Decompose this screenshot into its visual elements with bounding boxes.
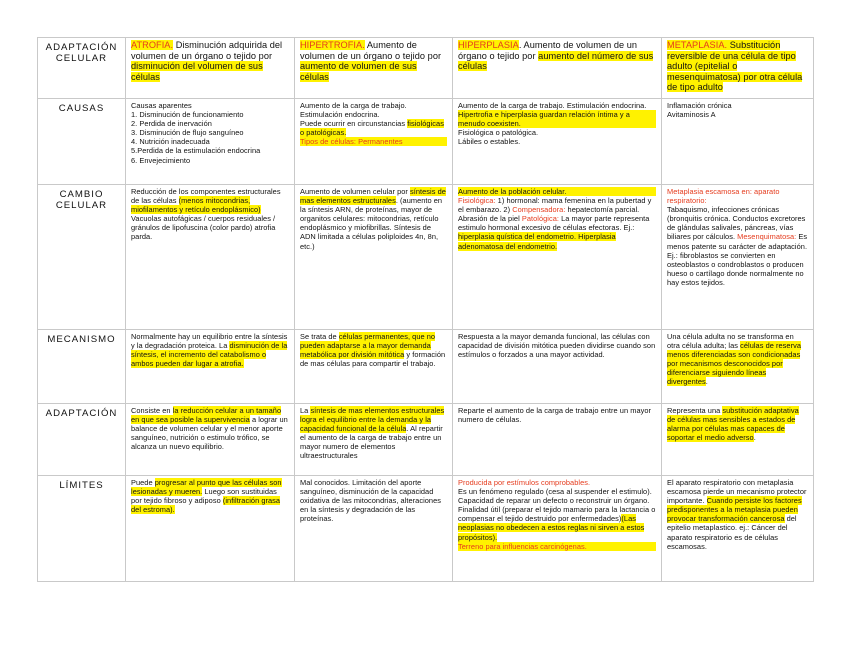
- comparison-sheet: [37, 37, 814, 582]
- text-segment: Es menos patente su carácter de adaptación. Ej.: fibroblastos se convierten en osteoblastos o condroblastos o producen hueso o cartílago donde normalmente no hay estos tejidos.: [667, 232, 808, 287]
- cell-hipertrofia: [295, 99, 453, 185]
- text-segment: hepatectomía parcial. Abrasión de la piel: [458, 205, 640, 224]
- cell-hipertrofia: [295, 38, 453, 99]
- cell-metaplasia: [662, 330, 814, 404]
- text-segment: substitución adaptativa de células mas sensibles a estados de alarma por células mas capaces de soportar el medio adverso: [667, 406, 799, 443]
- text-segment: Fisiológica:: [458, 196, 496, 206]
- text-segment: 2. Perdida de inervación: [131, 119, 212, 129]
- cell-atrofia: [126, 38, 295, 99]
- text-segment: (infiltración grasa del estroma).: [131, 496, 281, 515]
- text-segment: Disminución adquirida del volumen de un órgano o tejido por: [131, 40, 283, 61]
- text-segment: la reducción celular a un tamaño en que sea posible la supervivencia: [131, 406, 282, 425]
- text-segment: METAPLASIA.: [667, 40, 728, 50]
- cell-hipertrofia: [295, 476, 453, 582]
- cell-hiperplasia: [453, 330, 662, 404]
- text-segment: .: [705, 377, 708, 387]
- text-segment: (menos mitocondrias, miofilamentos y retículo endoplásmico): [131, 196, 261, 215]
- text-segment: Puede: [131, 478, 155, 487]
- text-segment: 3. Disminución de flujo sanguíneo: [131, 128, 244, 138]
- row-header: MECANISMO: [38, 330, 126, 404]
- text-segment: células permanentes, que no pueden adaptarse a la mayor demanda metabólica por división mitótica: [300, 332, 436, 360]
- text-segment: 5.Perdida de la estimulación endocrina: [131, 146, 261, 156]
- text-segment: Compensadora:: [512, 205, 566, 215]
- text-segment: células de reserva menos diferenciadas son condicionadas por mecanismos desconocidos por diferenciarse siguiendo líneas divergentes: [667, 341, 801, 387]
- cell-atrofia: [126, 404, 295, 476]
- text-segment: Aumento de volumen de un órgano o tejido por: [300, 40, 442, 61]
- text-segment: HIPERTROFIA.: [300, 40, 365, 50]
- text-segment: hiperplasia quística del endometrio. Hiperplasia adenomatosa del endometrio.: [458, 232, 616, 251]
- text-segment: Producida por estímulos comprobables.: [458, 478, 591, 487]
- text-segment: Reparte el aumento de la carga de trabajo entre un mayor numero de células.: [458, 406, 652, 425]
- cell-adaptation-table: [37, 37, 814, 582]
- text-segment: . (aumento en la síntesis ARN, de proteínas, mayor de organitos celulares: mitocondrias, retículo endoplásmico y miofibrillas. Síntesis de ADN limitada a células poliploides 4n, 8n, etc.): [300, 196, 443, 251]
- text-segment: La mayor parte representa estimulo hormonal excesivo de células efectoras. Ej.:: [458, 214, 650, 233]
- text-segment: Substitución reversible de una célula de tipo adulto (epitelial o mesenquimatosa) por otra célula de tipo adulto: [667, 40, 803, 93]
- text-segment: .: [753, 433, 756, 443]
- text-segment: Respuesta a la mayor demanda funcional, las células con capacidad de división mitótica pueden dividirse cuando son estímulos o forzados a una mayor actividad.: [458, 332, 656, 360]
- text-segment: Mal conocidos. Limitación del aporte sanguíneo, disminución de la capacidad oxidativa de las mitocondrias, alteraciones en la síntesis y degradación de las proteínas.: [300, 478, 442, 524]
- row-header: CAUSAS: [38, 99, 126, 185]
- text-segment: 4. Nutrición inadecuada: [131, 137, 210, 147]
- text-segment: . Aumento de volumen de un órgano o tejido por: [458, 40, 638, 61]
- text-segment: Vacuolas autofágicas / cuerpos residuales / gránulos de lipofuscina (color pardo) atrofia parda.: [131, 214, 276, 242]
- text-segment: Se trata de: [300, 332, 339, 341]
- text-segment: disminución del volumen de sus células: [131, 61, 263, 82]
- cell-atrofia: [126, 476, 295, 582]
- row-header: ADAPTACIÓN: [38, 404, 126, 476]
- text-segment: HIPERPLASIA: [458, 40, 519, 50]
- text-segment: 6. Envejecimiento: [131, 155, 191, 165]
- cell-hiperplasia: [453, 99, 662, 185]
- text-segment: Terreno para influencias carcinógenas.: [458, 542, 656, 551]
- text-segment: 1) hormonal: mama femenina en la pubertad y el embarazo. 2): [458, 196, 652, 215]
- cell-metaplasia: [662, 99, 814, 185]
- table-row: [38, 330, 814, 404]
- cell-hipertrofia: [295, 404, 453, 476]
- text-segment: aumento de volumen de sus células: [300, 61, 417, 82]
- cell-hipertrofia: [295, 330, 453, 404]
- text-segment: y formación de mas células para compartir el trabajo.: [300, 350, 446, 369]
- cell-atrofia: [126, 330, 295, 404]
- table-row: [38, 185, 814, 330]
- text-segment: Aumento de volumen celular por: [300, 187, 411, 196]
- text-segment: a lograr un balance de volumen celular y el menor aporte sanguíneo, nutrición o estimulo trófico, se alcanza un nuevo equilibrio.: [131, 415, 288, 452]
- cell-metaplasia: [662, 185, 814, 330]
- text-segment: Lábiles o estables.: [458, 137, 521, 147]
- text-segment: Aumento de la carga de trabajo.: [300, 101, 407, 110]
- text-segment: Metaplasia escamosa en: aparato respiratorio:: [667, 187, 780, 206]
- text-segment: Hipertrofia e hiperplasia guardan relación íntima y a menudo coexisten.: [458, 110, 656, 128]
- table-row: [38, 38, 814, 99]
- text-segment: Representa una: [667, 406, 723, 415]
- table-row: [38, 99, 814, 185]
- text-segment: El aparato respiratorio con metaplasia escamosa pierde un mecanismo protector importante.: [667, 478, 807, 506]
- text-segment: Cuando persiste los factores predisponentes a la metaplasia pueden provocar transformación cancerosa: [667, 496, 802, 524]
- text-segment: progresar al punto que las células son lesionadas y mueren.: [131, 478, 282, 497]
- cell-hiperplasia: [453, 476, 662, 582]
- text-segment: Es un fenómeno regulado (cesa al suspender el estimulo). Capacidad de reparar un defecto o reconstruir un órgano. Finalidad útil (preparar el tejido mamario para la lactancia o compensar el tejido destruido por enfermedades): [458, 487, 656, 524]
- row-header: CAMBIO CELULAR: [38, 185, 126, 330]
- text-segment: Una célula adulta no se transforma en otra célula adulta; las: [667, 332, 794, 351]
- text-segment: Tipos de células: Permanentes: [300, 137, 447, 146]
- cell-metaplasia: [662, 38, 814, 99]
- text-segment: disminución de la síntesis, el incremento del catabolismo o ambos pueden dar lugar a atrofia.: [131, 341, 288, 369]
- cell-hiperplasia: [453, 38, 662, 99]
- text-segment: Normalmente hay un equilibrio entre la síntesis y la degradación proteica. La: [131, 332, 288, 351]
- text-segment: aumento del número de sus células: [458, 50, 654, 72]
- text-segment: Tabaquismo, infecciones crónicas (bronquitis crónica. Conductos excretores de glándulas salivales, páncreas, vías biliares por cálculos.: [667, 205, 806, 242]
- row-header: LÍMITES: [38, 476, 126, 582]
- text-segment: síntesis de mas elementos estructurales: [300, 187, 446, 206]
- row-header: ADAPTACIÓN CELULAR: [38, 38, 126, 99]
- cell-metaplasia: [662, 476, 814, 582]
- cell-atrofia: [126, 185, 295, 330]
- text-segment: Luego son sustituidas por tejido fibroso y adiposo: [131, 487, 277, 506]
- text-segment: síntesis de mas elementos estructurales logra el equilibrio entre la demanda y la capacidad funcional de la célula: [300, 406, 445, 434]
- text-segment: . Al repartir el aumento de la carga de trabajo entre un mayor numero de elementos ultraestructurales: [300, 424, 443, 461]
- text-segment: Aumento de la población celular.: [458, 187, 656, 196]
- text-segment: Inflamación crónica: [667, 101, 732, 110]
- text-segment: Fisiológica o patológica.: [458, 128, 539, 138]
- cell-hiperplasia: [453, 185, 662, 330]
- text-segment: del epitelio metaplastico. ej.: Cáncer del aparato respiratorio es de células escamosas.: [667, 514, 797, 551]
- text-segment: ATROFIA.: [131, 40, 174, 50]
- text-segment: (Las neoplasias no obedecen a estos reglas ni sirven a estos propósitos).: [458, 514, 645, 542]
- text-segment: La: [300, 406, 311, 415]
- cell-metaplasia: [662, 404, 814, 476]
- cell-hipertrofia: [295, 185, 453, 330]
- cell-hiperplasia: [453, 404, 662, 476]
- text-segment: Aumento de la carga de trabajo. Estimulación endocrina.: [458, 101, 647, 110]
- text-segment: 1. Disminución de funcionamiento: [131, 110, 244, 120]
- text-segment: fisiológicas o patológicas.: [300, 119, 444, 138]
- text-segment: Patológica:: [521, 214, 559, 224]
- text-segment: Reducción de los componentes estructurales de las células: [131, 187, 281, 206]
- text-segment: Consiste en: [131, 406, 173, 415]
- table-row: [38, 404, 814, 476]
- text-segment: Mesenquimatosa:: [737, 232, 797, 242]
- table-row: [38, 476, 814, 582]
- cell-atrofia: [126, 99, 295, 185]
- text-segment: Puede ocurrir en circunstancias: [300, 119, 408, 129]
- text-segment: Causas aparentes: [131, 101, 192, 110]
- text-segment: Estimulación endocrina.: [300, 110, 380, 120]
- text-segment: Avitaminosis A: [667, 110, 716, 120]
